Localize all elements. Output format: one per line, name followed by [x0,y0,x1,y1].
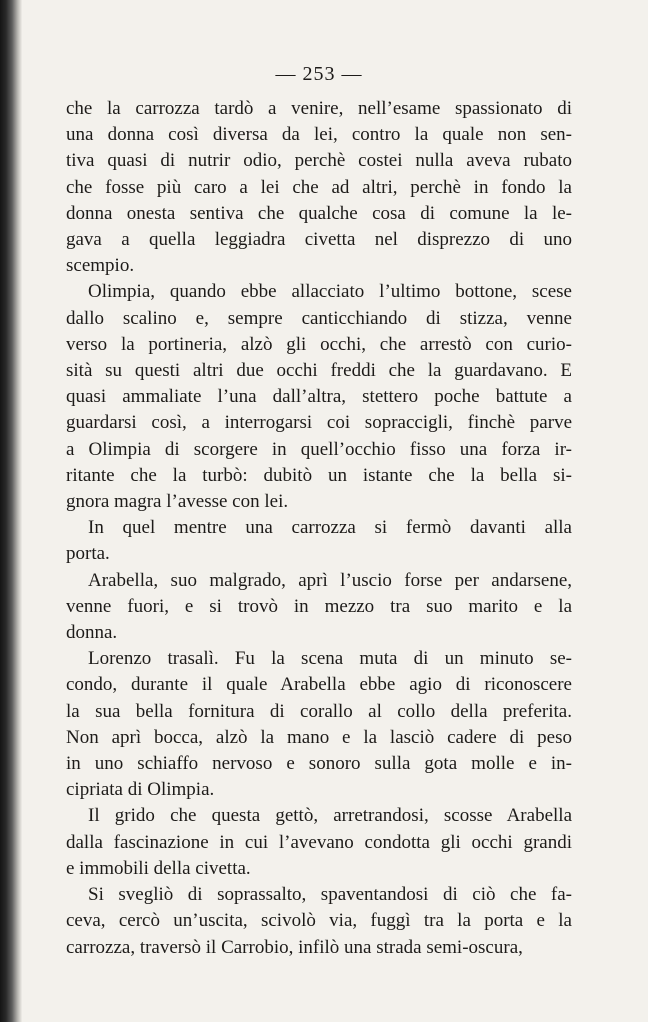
text-line: carrozza, traversò il Carrobio, infilò una strada semi-oscura, [66,936,523,958]
text-line: la sua bella fornitura di corallo al collo della preferita. [66,700,572,722]
text-line: condo, durante il quale Arabella ebbe agio di riconoscere [66,674,572,696]
text-line: Olimpia, quando ebbe allacciato l’ultimo bottone, scese [88,281,572,303]
text-line: sità su questi altri due occhi freddi che la guardavano. E [66,360,572,382]
text-line: ritante che la turbò: dubitò un istante che la bella si- [66,464,572,486]
text-line: che fosse più caro a lei che ad altri, perchè in fondo la [66,176,572,198]
text-line: a Olimpia di scorgere in quell’occhio fisso una forza ir- [66,438,572,460]
text-line: porta. [66,543,110,565]
paragraph [66,803,572,882]
text-line: verso la portineria, alzò gli occhi, che arrestò con curio- [66,333,572,355]
text-line: Lorenzo trasalì. Fu la scena muta di un minuto se- [88,648,572,670]
paragraph [66,882,572,961]
text-line: donna onesta sentiva che qualche cosa di comune la le- [66,202,572,224]
text-line: Si svegliò di soprassalto, spaventandosi di ciò che fa- [88,884,572,906]
book-page [66,62,572,1002]
text-line: donna. [66,622,118,644]
paragraph [66,515,572,567]
text-line: gava a quella leggiadra civetta nel disprezzo di uno [66,229,572,251]
text-line: dalla fascinazione in cui l’avevano condotta gli occhi grandi [66,831,572,853]
paragraph [66,279,572,515]
text-line: dallo scalino e, sempre canticchiando di stizza, venne [66,307,572,329]
text-line: in uno schiaffo nervoso e sonoro sulla gota molle e in- [66,753,572,775]
text-line: Arabella, suo malgrado, aprì l’uscio forse per andarsene, [88,569,572,591]
text-line: scempio. [66,255,135,277]
text-line: tiva quasi di nutrir odio, perchè costei nulla aveva rubato [66,150,572,172]
text-line: guardarsi così, a interrogarsi coi sopraccigli, finchè parve [66,412,572,434]
paragraph [66,646,572,803]
text-line: gnora magra l’avesse con lei. [66,491,289,513]
paragraph [66,96,572,279]
book-spine-shadow [0,0,22,1022]
text-line: In quel mentre una carrozza si fermò davanti alla [88,517,572,539]
text-line: e immobili della civetta. [66,857,251,879]
text-line: cipriata di Olimpia. [66,779,215,801]
text-line: una donna così diversa da lei, contro la quale non sen- [66,124,572,146]
text-line: che la carrozza tardò a venire, nell’esame spassionato di [66,98,572,119]
text-line: Non aprì bocca, alzò la mano e la lasciò cadere di peso [66,726,572,748]
page-number: — 253 — [275,63,363,85]
text-line: Il grido che questa gettò, arretrandosi, scosse Arabella [88,805,572,827]
text-line: quasi ammaliate l’una dall’altra, stettero poche battute a [66,386,572,408]
paragraph [66,568,572,647]
text-line: ceva, cercò un’uscita, scivolò via, fuggì tra la porta e la [66,910,572,932]
page-body-text [66,96,572,961]
text-line: venne fuori, e si trovò in mezzo tra suo marito e la [66,595,572,617]
